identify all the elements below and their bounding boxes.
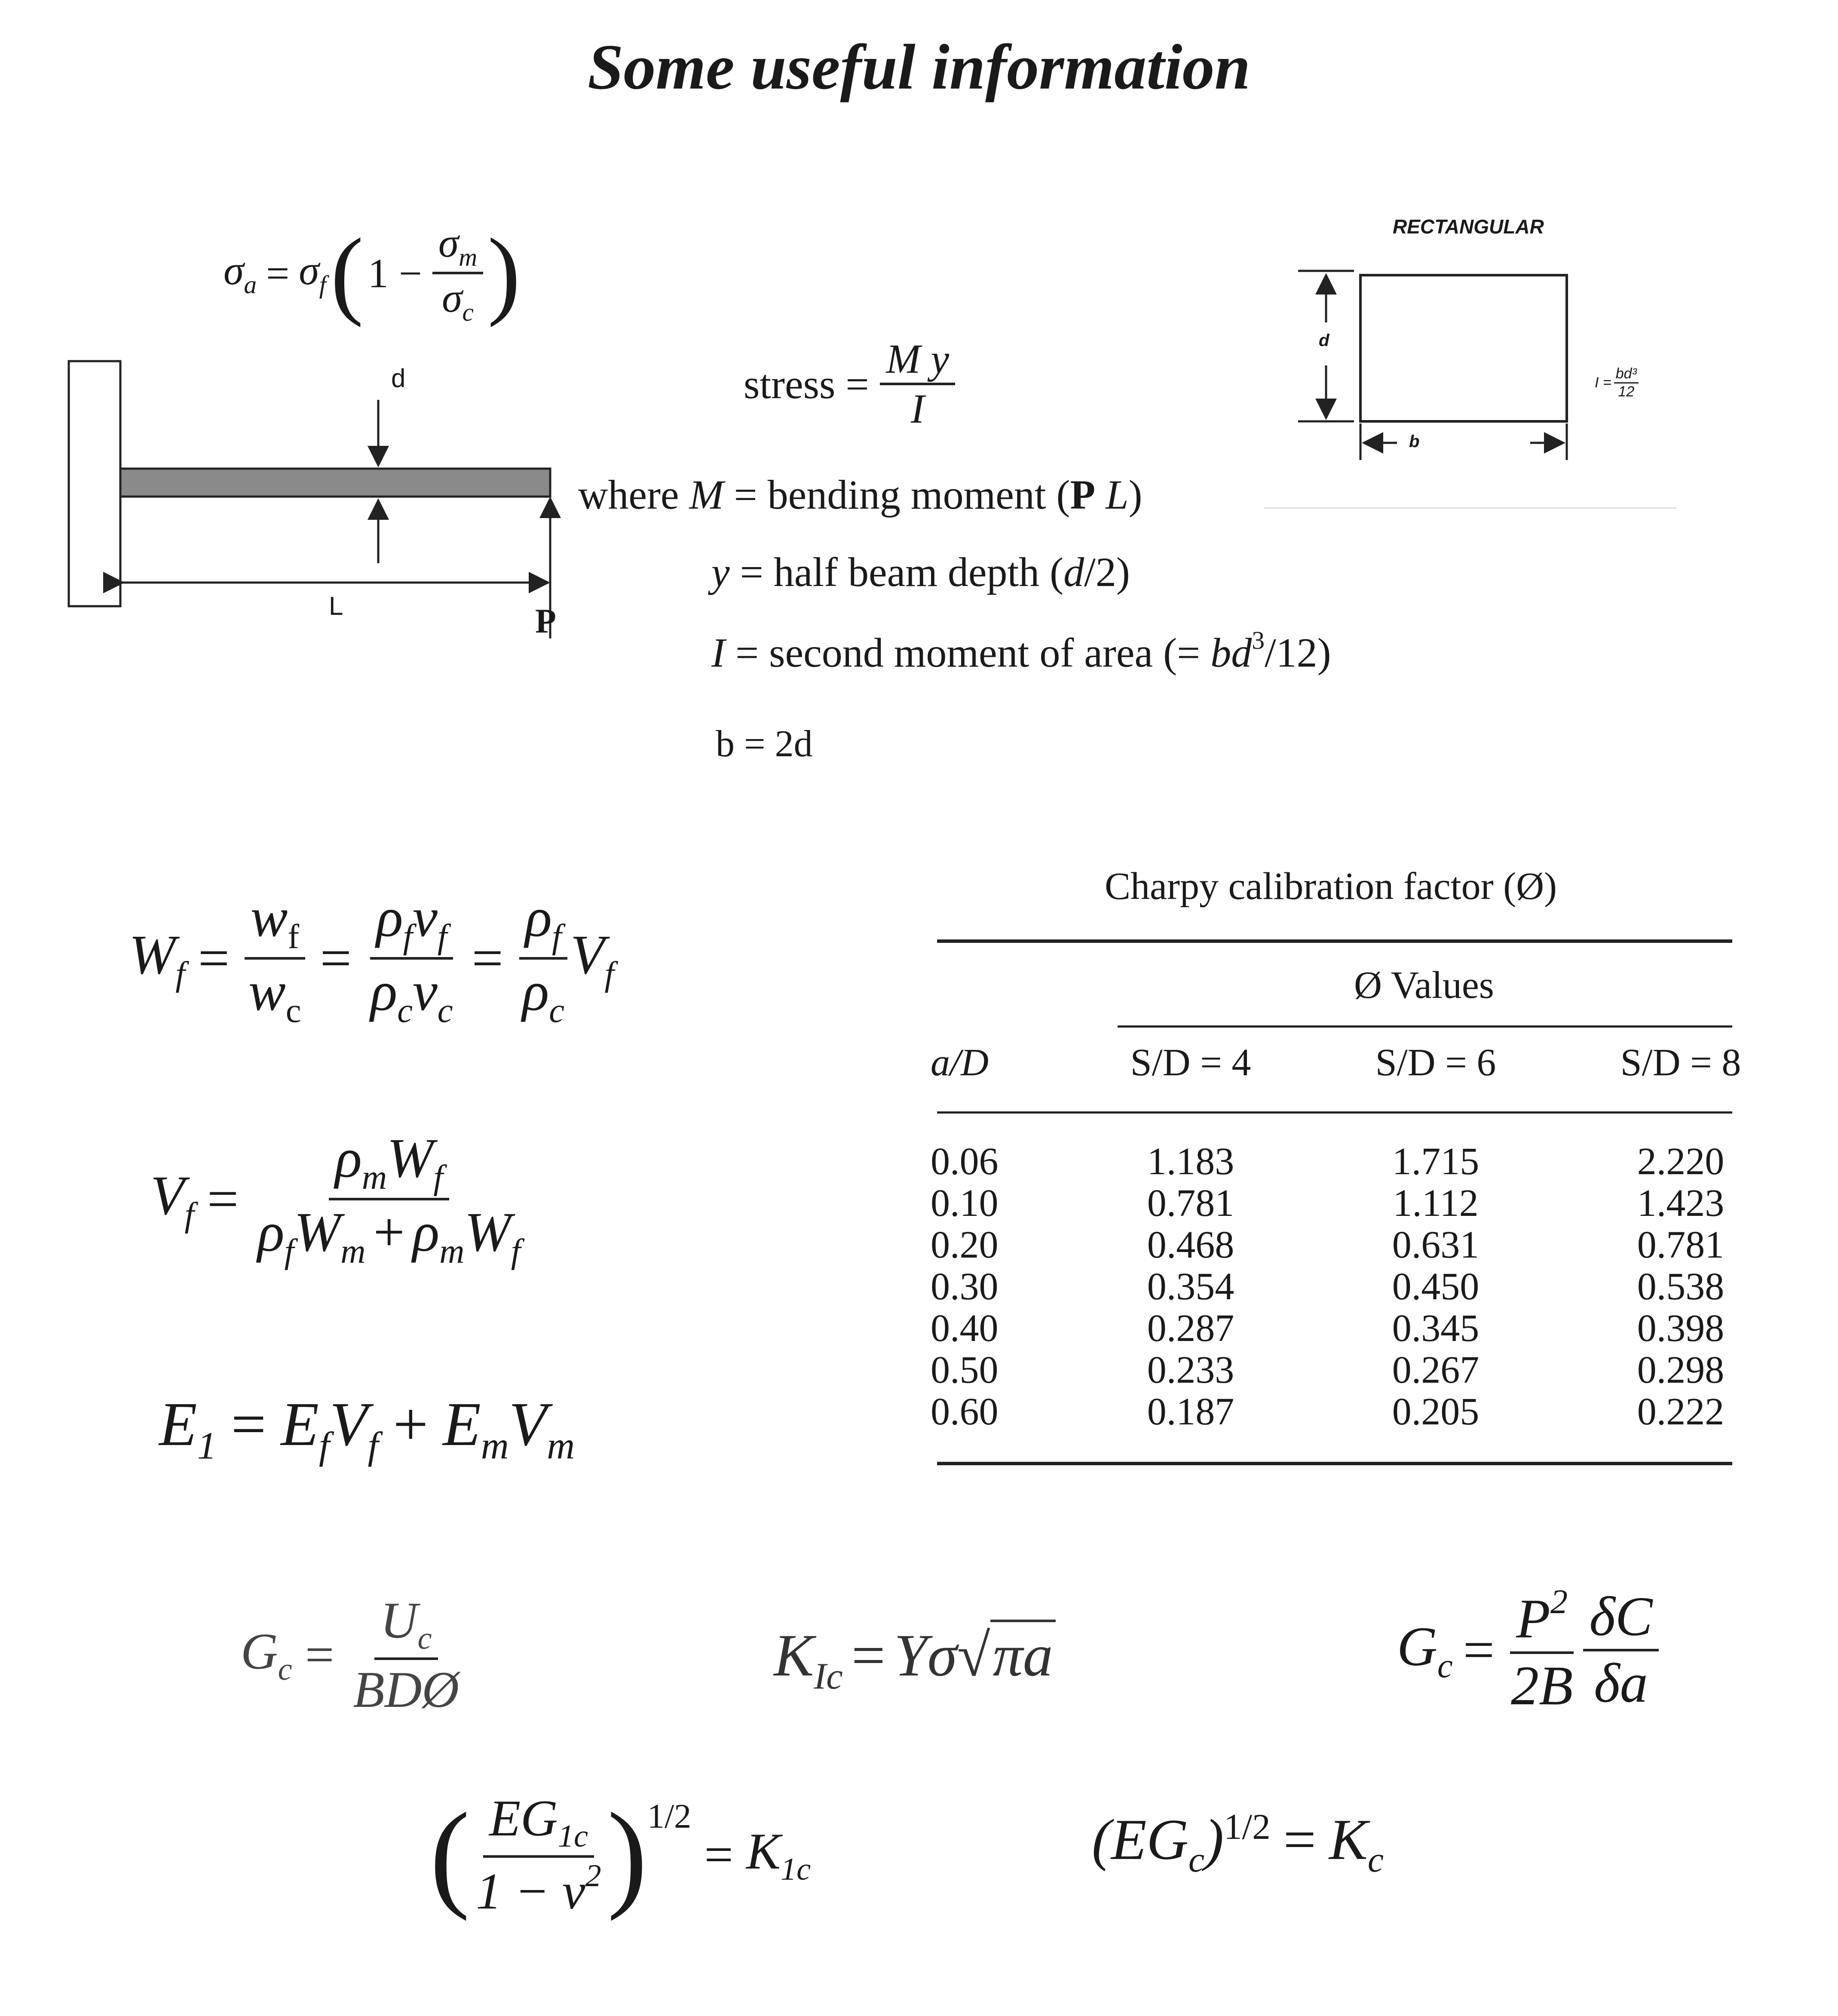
beam-label-d: d — [391, 364, 406, 393]
weight-fraction-equation: $W_f$ = $\frac{w_f}{w_c}$ = $\frac{\rho_f\nu_f}{\rho_c\nu_c}$ = $\frac{\rho_f}{\rho_c}$ $V_f$ — [129, 887, 614, 1030]
table-col-header: S/D = 4 — [1130, 1041, 1251, 1084]
rect-label-b: b — [1409, 432, 1420, 451]
table-cell: 1.112 — [1393, 1182, 1479, 1224]
beam-label-P: P — [535, 602, 556, 640]
stress-equation: stress = $\frac{\text{M y}}{I}$ — [744, 335, 955, 433]
table-rule-header — [937, 1111, 1732, 1114]
table-cell: 0.233 — [1147, 1349, 1235, 1391]
rect-title: RECTANGULAR — [1393, 215, 1544, 238]
table-cell: 0.538 — [1637, 1265, 1725, 1308]
table-cell: 1.715 — [1392, 1140, 1480, 1183]
table-cell: 0.267 — [1392, 1349, 1480, 1391]
group-rule — [1118, 1025, 1732, 1028]
kic-equation: $K_{Ic} = Y\sigma√\pi a$ — [774, 1621, 1056, 1697]
table-row-label: 0.30 — [931, 1265, 999, 1308]
wall-support — [69, 361, 120, 606]
table-col-header: S/D = 6 — [1375, 1041, 1496, 1084]
table-cell: 0.287 — [1147, 1307, 1235, 1350]
where-line-3: I = second moment of area (= $bd^3/12$) — [711, 626, 1331, 676]
table-col-header: S/D = 8 — [1620, 1041, 1741, 1084]
table-cell: 1.183 — [1147, 1140, 1235, 1183]
table-cell: 0.354 — [1147, 1265, 1235, 1308]
table-rule-bottom — [937, 1462, 1732, 1465]
table-cell: 1.423 — [1637, 1182, 1725, 1224]
table-cell: 0.468 — [1147, 1224, 1235, 1266]
table-cell: 0.781 — [1637, 1224, 1725, 1266]
table-cell: 0.450 — [1392, 1265, 1480, 1308]
table-cell: 0.781 — [1147, 1182, 1235, 1224]
table-cell: 0.398 — [1637, 1307, 1725, 1350]
table-cell: 0.222 — [1637, 1390, 1725, 1433]
b-equals-2d: b = 2d — [716, 723, 813, 765]
where-line-2: y = half beam depth (d/2) — [711, 549, 1130, 595]
table-cell: 0.631 — [1392, 1224, 1480, 1266]
charpy-caption: Charpy calibration factor (Ø) — [1105, 865, 1557, 908]
volume-fraction-equation: $V_f$ = $\frac{\rho_mW_f}{\rho_fW_m + \rho_mW_f}$ — [150, 1127, 521, 1271]
where-line-1: where M = bending moment (P L) — [578, 472, 1143, 518]
table-cell: 0.345 — [1392, 1307, 1480, 1350]
table-cell: 0.187 — [1147, 1390, 1235, 1433]
faint-divider — [1264, 507, 1676, 509]
irwin2-equation: $(EG_c)^{1/2} = K_c$ — [1092, 1807, 1384, 1880]
rule-of-mixtures-equation: $E_1 = E_fV_f + E_mV_m$ — [159, 1390, 575, 1467]
table-row-label: 0.60 — [931, 1390, 999, 1433]
table-cell: 0.298 — [1637, 1349, 1725, 1391]
gc-charpy-equation: $G_c$ = $\frac{U_c}{\text{BDØ}}$ — [241, 1592, 460, 1718]
table-cell: 0.205 — [1392, 1390, 1480, 1433]
table-col-header: a/D — [931, 1041, 989, 1084]
table-rule-top — [937, 939, 1732, 943]
group-header: Ø Values — [1354, 964, 1494, 1006]
table-row-label: 0.06 — [931, 1140, 999, 1183]
table-row-label: 0.20 — [931, 1224, 999, 1266]
irwin-equation: ( $\frac{EG_{1c}}{1 - \nu^2}$ ) 1/2 = $K_{1c}$ — [430, 1787, 811, 1921]
rect-formula-I: I = $\frac{\text{bd³}}{12}$ — [1595, 365, 1639, 400]
table-row-label: 0.50 — [931, 1349, 999, 1391]
rect-label-d: d — [1319, 331, 1329, 350]
beam-bar — [120, 469, 550, 497]
gc-compliance-equation: $G_c$ = $\frac{P^2}{2B}$ $\frac{\delta C}{\delta a}$ — [1397, 1582, 1659, 1718]
goodman-equation: $\sigma_a$ = $\sigma_f$ ( 1 − $\frac{\sigma_m}{\sigma_c}$ ) — [224, 218, 521, 328]
table-row-label: 0.40 — [931, 1307, 999, 1350]
table-row-label: 0.10 — [931, 1182, 999, 1224]
rect-cross-section — [1290, 258, 1590, 464]
cantilever-beam-diagram — [60, 353, 585, 654]
beam-label-L: L — [329, 592, 343, 620]
table-cell: 2.220 — [1637, 1140, 1725, 1183]
page-title: Some useful information — [588, 31, 1250, 103]
